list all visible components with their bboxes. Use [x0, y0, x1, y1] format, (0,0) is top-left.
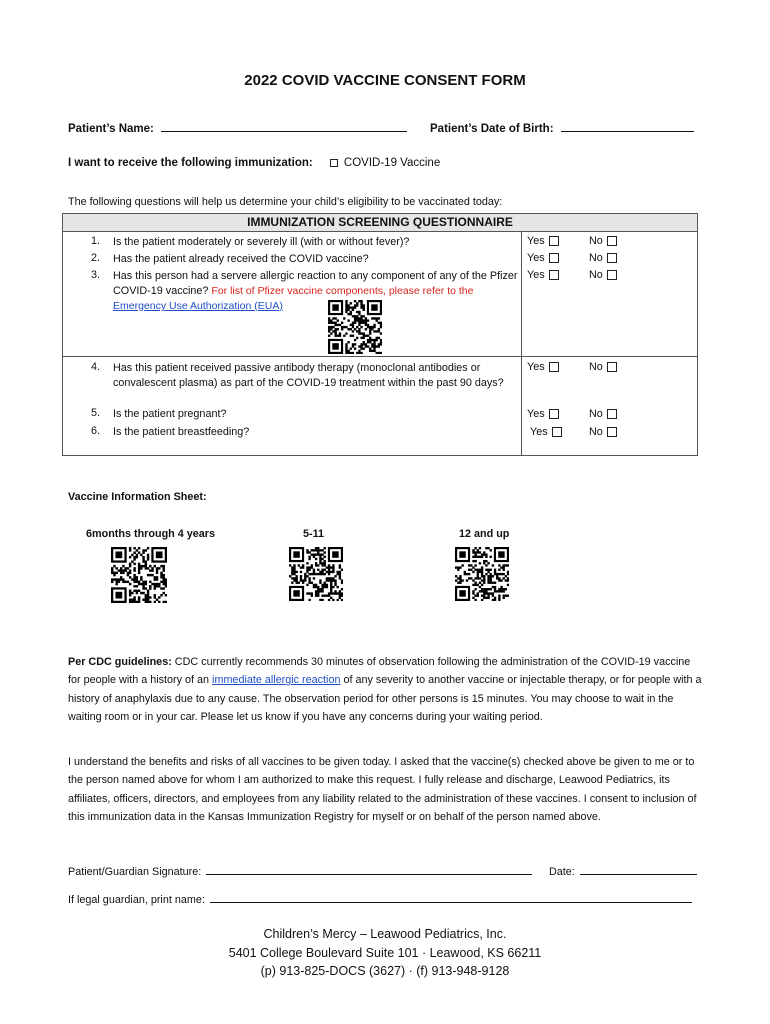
- q1-yes[interactable]: [527, 235, 559, 247]
- q6-no-checkbox[interactable]: [607, 427, 617, 437]
- patient-name-row: [68, 119, 407, 135]
- date-label: Date:: [549, 866, 575, 878]
- q2-no-checkbox[interactable]: [607, 253, 617, 263]
- q1-no-checkbox[interactable]: [607, 236, 617, 246]
- consent-paragraph: I understand the benefits and risks of all vaccines to be given today. I asked that the vaccine(s) checked above be given to me or to the person named above for whom I am authorized to make this request. I fully release and discharge, Leawood Pediatrics, its affiliates, officers, directors, and employees from any liability related to the administration of these vaccines. I consent to inclusion of this immunization data in the Kansas Immunization Registry for myself or on behalf of the person named above.: [68, 756, 697, 823]
- cdc-text-2: of any severity to another vaccine or injectable therapy, or for people with a history of anaphylaxis due to any cause. The observation period for other persons is 15 minutes. You may choose to wait in the waiting room or in your car. Please let us know if you have any concerns during your waiting period.: [68, 674, 702, 723]
- signature-label: Patient/Guardian Signature:: [68, 866, 202, 878]
- question-6-number: 6.: [90, 425, 100, 437]
- covid-vaccine-checkbox[interactable]: [330, 159, 338, 167]
- immunization-row: [68, 157, 440, 169]
- patient-dob-field[interactable]: [561, 119, 694, 132]
- question-2-text: Has the patient already received the COVID vaccine?: [113, 253, 369, 265]
- guardian-label: If legal guardian, print name:: [68, 894, 205, 906]
- yes-label: Yes: [527, 408, 545, 420]
- vis-qr-code-6mo-4y[interactable]: [111, 547, 167, 603]
- vis-qr-code-12-up[interactable]: [455, 547, 509, 601]
- q1-no[interactable]: [589, 235, 617, 247]
- q4-no-checkbox[interactable]: [607, 362, 617, 372]
- footer-address: 5401 College Boulevard Suite 101 · Leawood, KS 66211: [228, 945, 542, 960]
- question-1-number: 1.: [90, 235, 100, 247]
- signature-row: [68, 862, 532, 878]
- q6-yes[interactable]: [530, 426, 562, 438]
- yes-label: Yes: [527, 252, 545, 264]
- patient-name-label: Patient’s Name:: [68, 123, 154, 135]
- question-4-text: Has this patient received passive antibody therapy (monoclonal antibodies or convalescent plasma) as part of the COVID-19 treatment within the past 90 days?: [113, 362, 504, 389]
- question-4-number: 4.: [90, 361, 100, 373]
- questionnaire-header: IMMUNIZATION SCREENING QUESTIONNAIRE: [62, 213, 698, 232]
- vis-group-5-11: 5-11: [303, 528, 325, 540]
- form-title: 2022 COVID VACCINE CONSENT FORM: [244, 72, 526, 89]
- q6-no[interactable]: [589, 426, 617, 438]
- no-label: No: [589, 361, 603, 373]
- question-6-text: Is the patient breastfeeding?: [113, 426, 250, 438]
- yes-label: Yes: [527, 269, 545, 281]
- no-label: No: [589, 408, 603, 420]
- questionnaire-row-separator: [62, 356, 698, 357]
- patient-name-field[interactable]: [161, 119, 407, 132]
- guardian-row: [68, 890, 692, 906]
- q5-no[interactable]: [589, 408, 617, 420]
- eua-link[interactable]: Emergency Use Authorization (EUA): [113, 300, 283, 312]
- patient-dob-label: Patient’s Date of Birth:: [430, 123, 554, 135]
- q3-yes[interactable]: [527, 269, 559, 281]
- q2-no[interactable]: [589, 252, 617, 264]
- no-label: No: [589, 269, 603, 281]
- signature-field[interactable]: [206, 862, 532, 875]
- no-label: No: [589, 252, 603, 264]
- q1-yes-checkbox[interactable]: [549, 236, 559, 246]
- q4-no[interactable]: [589, 361, 617, 373]
- cdc-text-1: CDC currently recommends 30 minutes of observation following the administration of the COVID-19 vaccine for people with a history of an: [68, 656, 691, 687]
- cdc-paragraph: [68, 653, 702, 726]
- eua-qr-code: [328, 300, 382, 354]
- q2-yes[interactable]: [527, 252, 559, 264]
- q5-yes[interactable]: [527, 408, 559, 420]
- question-3-text: Has this person had a servere allergic reaction to any component of any of the Pfizer COVID-19 vaccine?: [113, 270, 518, 297]
- date-field[interactable]: [580, 862, 697, 875]
- q5-yes-checkbox[interactable]: [549, 409, 559, 419]
- question-1-text: Is the patient moderately or severely ill (with or without fever)?: [113, 236, 410, 248]
- yes-label: Yes: [530, 426, 548, 438]
- q3-yes-checkbox[interactable]: [549, 270, 559, 280]
- q4-yes[interactable]: [527, 361, 559, 373]
- footer-phone: (p) 913-825-DOCS (3627) · (f) 913-948-9128: [260, 964, 510, 978]
- allergic-reaction-link[interactable]: immediate allergic reaction: [212, 674, 341, 687]
- q3-no-checkbox[interactable]: [607, 270, 617, 280]
- covid-vaccine-option[interactable]: [330, 157, 440, 169]
- questionnaire-divider: [521, 231, 522, 455]
- question-5-number: 5.: [90, 407, 100, 419]
- intro-text: The following questions will help us determine your child’s eligibility to be vaccinated today:: [68, 196, 503, 208]
- footer: [0, 925, 770, 981]
- yes-label: Yes: [527, 235, 545, 247]
- question-3-number: 3.: [90, 269, 100, 281]
- q4-yes-checkbox[interactable]: [549, 362, 559, 372]
- footer-org: Children’s Mercy – Leawood Pediatrics, Inc.: [263, 927, 507, 941]
- cdc-lead: Per CDC guidelines:: [68, 656, 172, 668]
- q2-yes-checkbox[interactable]: [549, 253, 559, 263]
- question-2-number: 2.: [90, 252, 100, 264]
- question-3-block: [113, 269, 518, 314]
- vis-heading: Vaccine Information Sheet:: [68, 491, 207, 503]
- q3-no[interactable]: [589, 269, 617, 281]
- guardian-name-field[interactable]: [210, 890, 692, 903]
- vis-qr-code-5-11[interactable]: [289, 547, 343, 601]
- patient-dob-row: [430, 119, 694, 135]
- vis-group-12-up: 12 and up: [459, 528, 510, 540]
- q5-no-checkbox[interactable]: [607, 409, 617, 419]
- no-label: No: [589, 235, 603, 247]
- covid-vaccine-label: COVID-19 Vaccine: [343, 157, 441, 169]
- q6-yes-checkbox[interactable]: [552, 427, 562, 437]
- date-row: [549, 862, 697, 878]
- immunization-label: I want to receive the following immunization:: [68, 157, 313, 169]
- vis-group-6mo-4y: 6months through 4 years: [86, 528, 215, 540]
- question-3-note: For list of Pfizer vaccine components, please refer to the: [211, 285, 474, 297]
- question-5-text: Is the patient pregnant?: [113, 408, 227, 420]
- no-label: No: [589, 426, 603, 438]
- yes-label: Yes: [527, 361, 545, 373]
